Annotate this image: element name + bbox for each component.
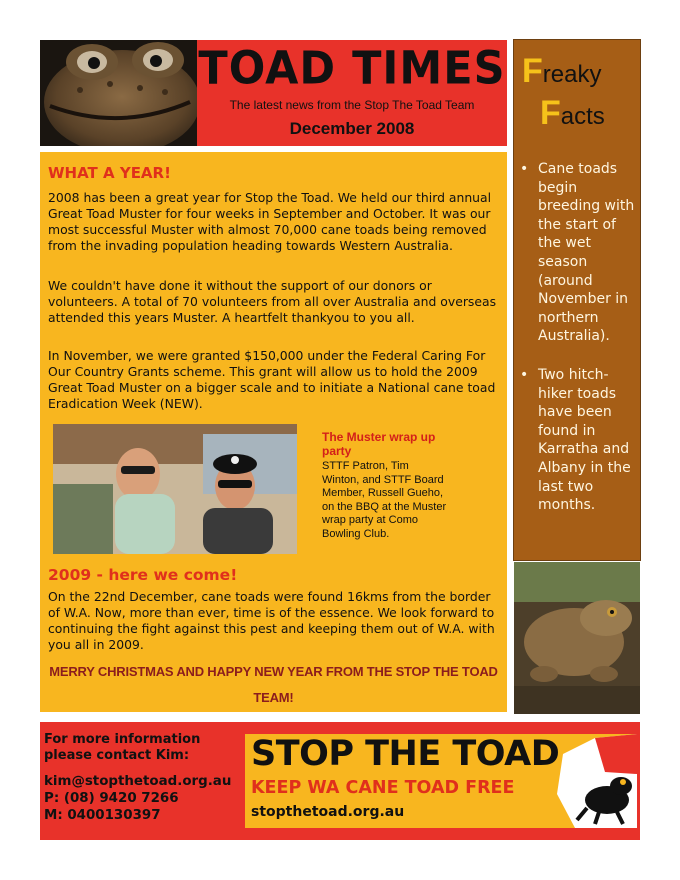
contact-heading: For more information please contact Kim: [44,732,201,763]
article-heading-what-a-year: WHAT A YEAR! [48,164,171,182]
issue-date: December 2008 [289,119,415,138]
contact-details [44,774,231,824]
christmas-greeting: MERRY CHRISTMAS AND HAPPY NEW YEAR FROM THE STOP THE TOAD TEAM! [49,664,498,705]
sidebar-title-line-2: Facts [540,94,605,132]
article-paragraph-1: 2008 has been a great year for Stop the Toad. We held our third annual Great Toad Muster for four weeks in September and October. It was our most successful Muster with almost 70,000 cane toads being removed from the invading population heading towards Western Australia. [48,190,492,253]
article-paragraph-2: We couldn't have done it without the support of our donors or volunteers. A total of 70 volunteers from all over Australia and overseas attended this years Muster. A heartfelt thankyou to you all. [48,278,497,325]
masthead [197,40,507,146]
cane-toad-photo [514,562,640,714]
photo-caption-text: STTF Patron, Tim Winton, and STTF Board Member, Russell Gueho, on the BBQ at the Muster wrap party at Como Bowling Club. [322,460,447,540]
newsletter-title: TOAD TIMES [198,42,506,96]
banner-url[interactable]: stopthetoad.org.au [251,804,405,820]
footer-contact-bar [40,722,640,840]
bullet-icon: • [520,367,529,383]
freaky-facts-sidebar [514,40,640,560]
bullet-icon: • [520,161,529,177]
contact-phone: P: (08) 9420 7266 [44,790,179,806]
main-article [40,152,507,712]
muster-party-photo [53,424,297,554]
stop-the-toad-banner [245,734,637,828]
wa-map-toad-icon [555,734,637,828]
fact-text-2: Two hitch-hiker toads have been found in Karratha and Albany in the last two months. [538,367,631,514]
article-heading-2009: 2009 - here we come! [48,566,238,584]
newsletter-tagline: The latest news from the Stop The Toad Team [229,98,475,112]
contact-email[interactable]: kim@stopthetoad.org.au [44,774,232,789]
banner-title: STOP THE TOAD [251,734,560,774]
banner-subtitle: KEEP WA CANE TOAD FREE [251,778,515,798]
sidebar-title-line-1: Freaky [522,52,602,90]
article-paragraph-3: In November, we were granted $150,000 under the Federal Caring For Our Country Grants scheme. This grant will allow us to hold the 2009 Great Toad Muster on a bigger scale and to initiate a National cane toad Eradication Week (NEW). [48,348,496,411]
toad-face-photo [40,40,197,146]
article-paragraph-4: On the 22nd December, cane toads were found 16kms from the border of W.A. Now, more than ever, time is of the essence. We look forward to continuing the fight against this pest and keeping them out of W.A. with you all in 2009. [48,589,495,652]
fact-text-1: Cane toads begin breeding with the start of the wet season (around November in northern Australia). [538,161,635,345]
contact-mobile: M: 0400130397 [44,807,161,823]
photo-caption-title: The Muster wrap up party [322,430,436,458]
